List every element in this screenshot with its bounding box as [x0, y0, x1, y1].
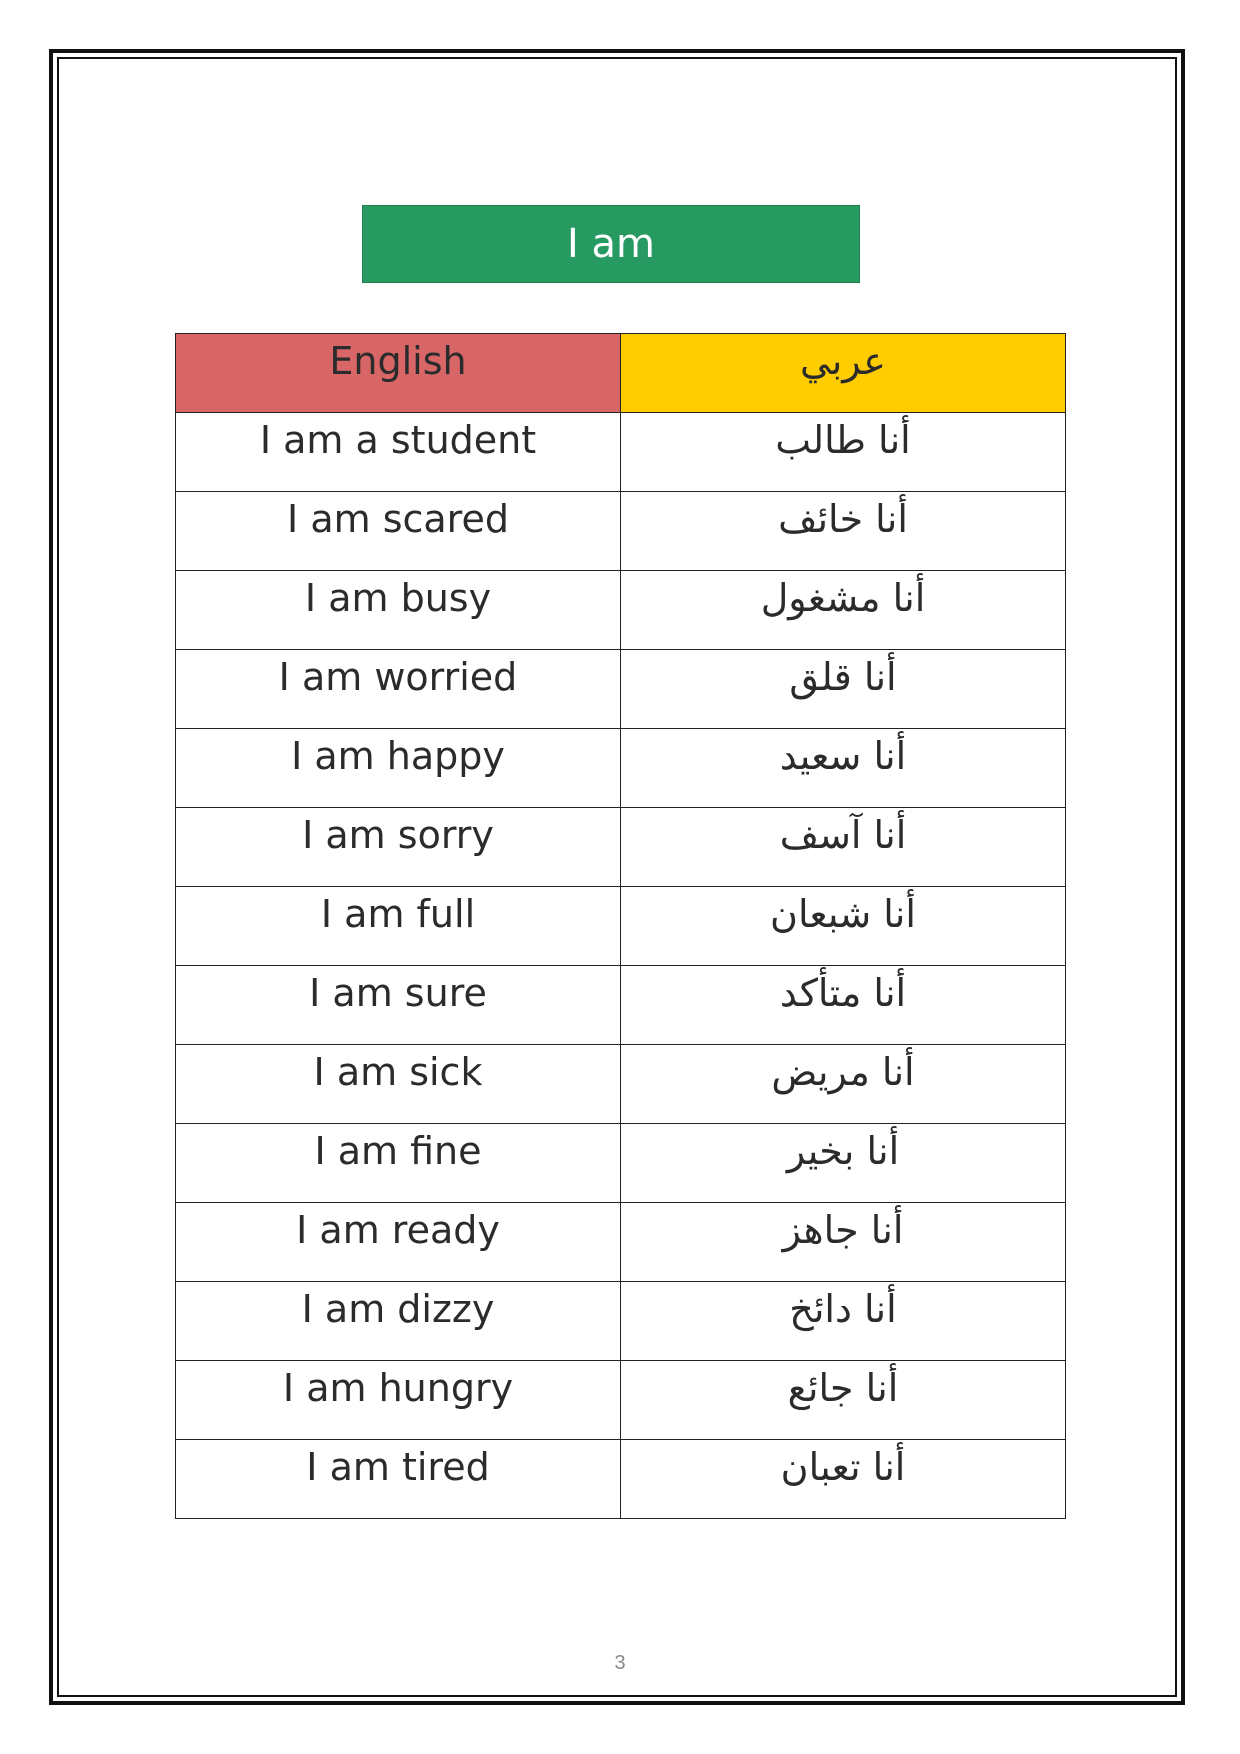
title-banner: [362, 205, 860, 283]
arabic-phrase: أنا سعيد: [621, 729, 1066, 808]
table-header-row: [176, 334, 1066, 413]
table-row: [176, 1203, 1066, 1282]
table-row: [176, 650, 1066, 729]
arabic-phrase: أنا جاهز: [621, 1203, 1066, 1282]
table-row: [176, 1440, 1066, 1519]
arabic-phrase: أنا دائخ: [621, 1282, 1066, 1361]
english-phrase: I am happy: [176, 729, 621, 808]
table-body: [176, 413, 1066, 1519]
arabic-phrase: أنا متأكد: [621, 966, 1066, 1045]
arabic-column-header: عربي: [621, 334, 1066, 413]
table-row: [176, 729, 1066, 808]
table-row: [176, 1045, 1066, 1124]
english-phrase: I am a student: [176, 413, 621, 492]
arabic-phrase: أنا مريض: [621, 1045, 1066, 1124]
table-row: [176, 1361, 1066, 1440]
english-phrase: I am worried: [176, 650, 621, 729]
arabic-phrase: أنا آسف: [621, 808, 1066, 887]
arabic-phrase: أنا جائع: [621, 1361, 1066, 1440]
table-row: [176, 492, 1066, 571]
page-number: 3: [614, 1652, 626, 1674]
table-row: [176, 966, 1066, 1045]
arabic-phrase: أنا بخير: [621, 1124, 1066, 1203]
arabic-phrase: أنا خائف: [621, 492, 1066, 571]
english-phrase: I am ready: [176, 1203, 621, 1282]
english-phrase: I am scared: [176, 492, 621, 571]
arabic-phrase: أنا شبعان: [621, 887, 1066, 966]
page-title: I am: [567, 221, 655, 267]
english-phrase: I am fine: [176, 1124, 621, 1203]
arabic-phrase: أنا مشغول: [621, 571, 1066, 650]
english-phrase: I am tired: [176, 1440, 621, 1519]
table-row: [176, 1282, 1066, 1361]
english-phrase: I am hungry: [176, 1361, 621, 1440]
english-phrase: I am busy: [176, 571, 621, 650]
english-column-header: English: [176, 334, 621, 413]
english-phrase: I am sick: [176, 1045, 621, 1124]
arabic-phrase: أنا طالب: [621, 413, 1066, 492]
english-phrase: I am sorry: [176, 808, 621, 887]
english-phrase: I am dizzy: [176, 1282, 621, 1361]
arabic-phrase: أنا تعبان: [621, 1440, 1066, 1519]
table-row: [176, 571, 1066, 650]
vocabulary-table: [175, 333, 1066, 1519]
english-phrase: I am full: [176, 887, 621, 966]
english-phrase: I am sure: [176, 966, 621, 1045]
arabic-phrase: أنا قلق: [621, 650, 1066, 729]
table-row: [176, 1124, 1066, 1203]
table-row: [176, 808, 1066, 887]
table-row: [176, 413, 1066, 492]
table-row: [176, 887, 1066, 966]
